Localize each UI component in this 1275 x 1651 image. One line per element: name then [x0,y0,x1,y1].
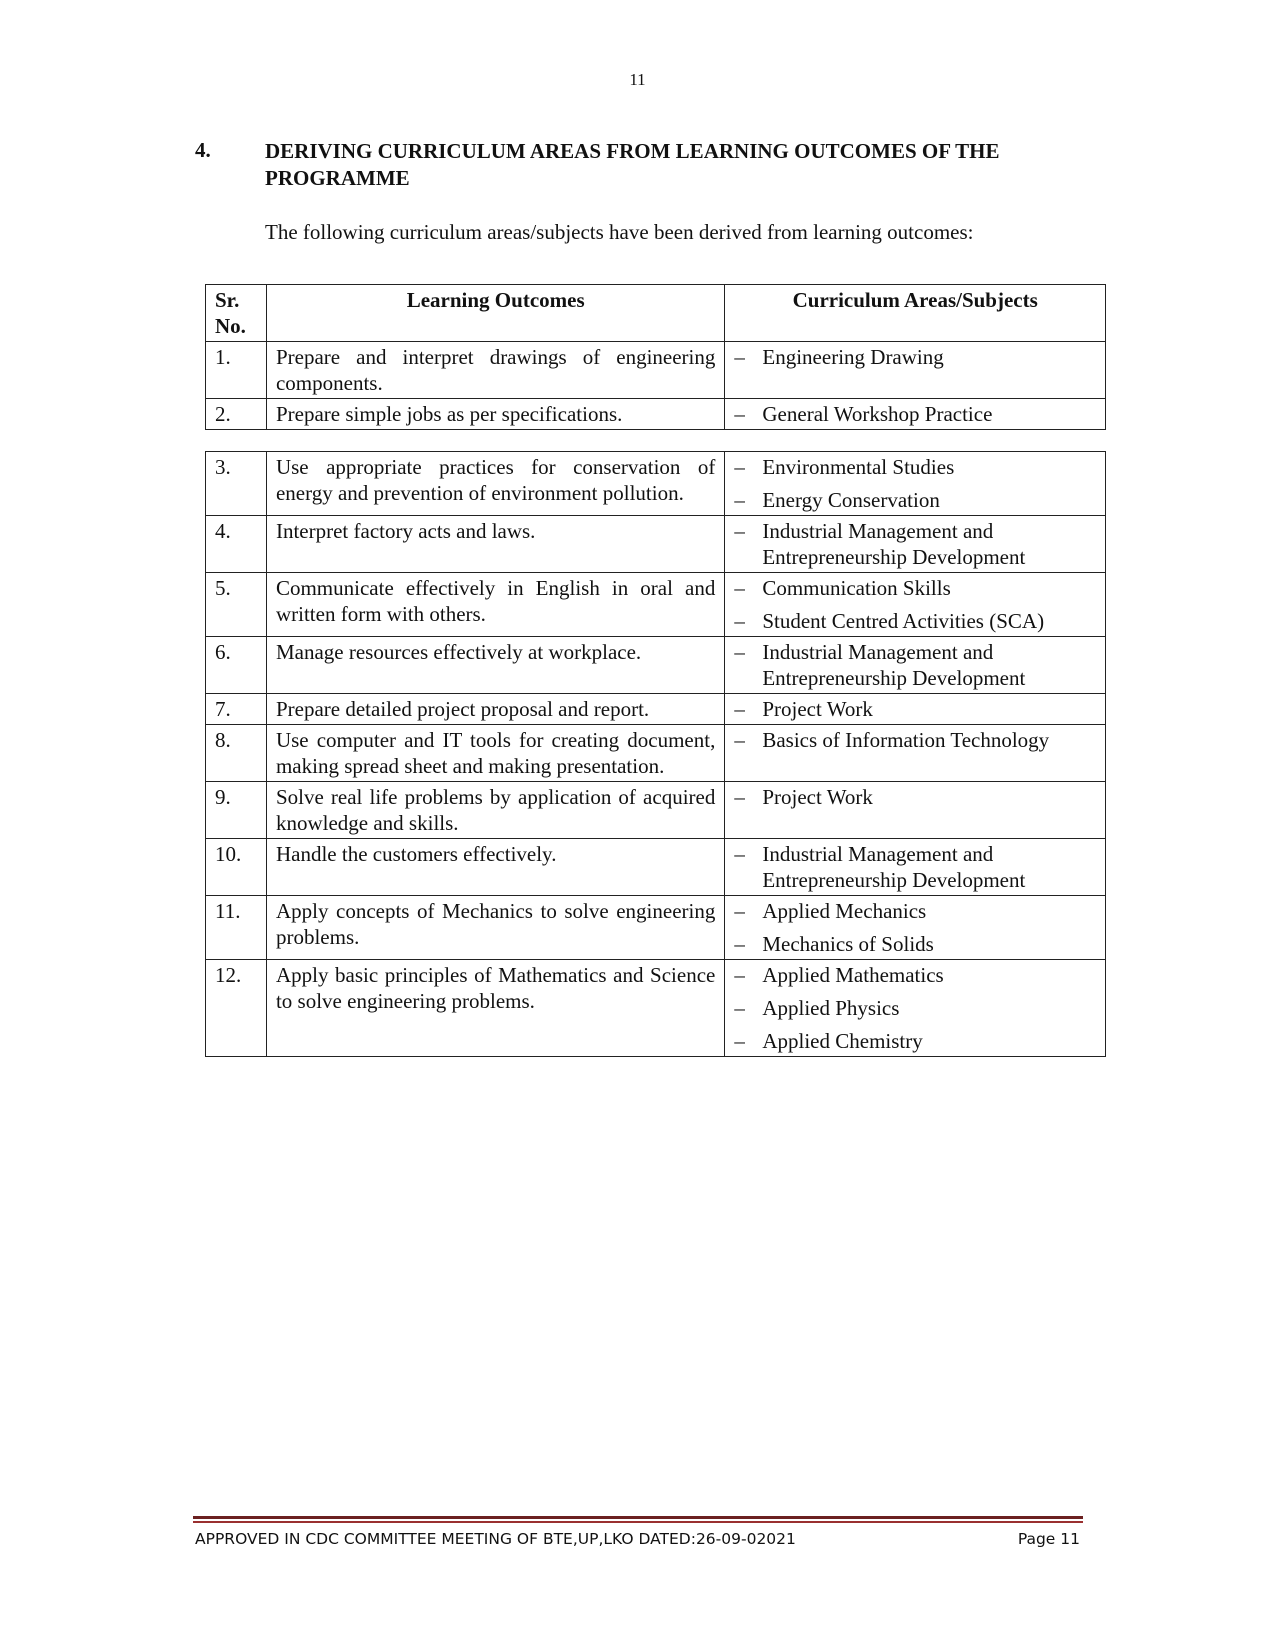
header-learning-outcomes: Learning Outcomes [266,285,724,342]
row-learning-outcome: Prepare and interpret drawings of engineering components. [266,342,724,399]
dash-bullet: – [734,728,745,752]
intro-paragraph: The following curriculum areas/subjects have been derived from learning outcomes: [265,220,974,244]
outcomes-table-part-2 [205,451,1106,1057]
curriculum-area-label: Applied Chemistry [762,1029,923,1053]
curriculum-area-label: Applied Mathematics [762,963,944,987]
row-learning-outcome: Apply basic principles of Mathematics and Science to solve engineering problems. [266,960,724,1057]
row-curriculum-areas [725,342,1106,399]
row-learning-outcome: Use computer and IT tools for creating document, making spread sheet and making presentation. [266,725,724,782]
curriculum-area-item [734,898,1096,924]
row-sr-no: 9. [206,782,267,839]
table-row [206,725,1106,782]
row-learning-outcome: Solve real life problems by application of acquired knowledge and skills. [266,782,724,839]
dash-bullet: – [734,1029,745,1053]
curriculum-area-label: Student Centred Activities (SCA) [762,609,1045,633]
dash-bullet: – [734,785,745,809]
dash-bullet: – [734,455,745,479]
dash-bullet: – [734,640,745,664]
table-row [206,694,1106,725]
curriculum-area-item [734,608,1096,634]
row-sr-no: 8. [206,725,267,782]
curriculum-area-item [734,962,1096,988]
dash-bullet: – [734,609,745,633]
row-sr-no: 11. [206,896,267,960]
curriculum-area-label: Industrial Management and Entrepreneurship Development [762,640,1026,690]
row-learning-outcome: Interpret factory acts and laws. [266,516,724,573]
table-row [206,342,1106,399]
curriculum-area-item [734,518,1096,570]
curriculum-area-label: Environmental Studies [762,455,955,479]
header-curriculum-areas: Curriculum Areas/Subjects [725,285,1106,342]
curriculum-area-item [734,344,1096,370]
dash-bullet: – [734,519,745,543]
curriculum-area-item [734,727,1096,753]
curriculum-area-item [734,995,1096,1021]
row-learning-outcome: Manage resources effectively at workplace. [266,637,724,694]
curriculum-area-label: Mechanics of Solids [762,932,934,956]
table-row [206,960,1106,1057]
curriculum-area-item [734,575,1096,601]
curriculum-area-label: Energy Conservation [762,488,940,512]
dash-bullet: – [734,576,745,600]
row-curriculum-areas [725,516,1106,573]
curriculum-area-item [734,784,1096,810]
curriculum-area-item [734,841,1096,893]
row-learning-outcome: Use appropriate practices for conservation of energy and prevention of environment pollution. [266,452,724,516]
table-row [206,452,1106,516]
curriculum-area-label: Applied Physics [762,996,900,1020]
row-sr-no: 12. [206,960,267,1057]
curriculum-area-item [734,401,1096,427]
row-curriculum-areas [725,573,1106,637]
row-curriculum-areas [725,960,1106,1057]
row-sr-no: 10. [206,839,267,896]
row-curriculum-areas [725,782,1106,839]
row-sr-no: 1. [206,342,267,399]
dash-bullet: – [734,402,745,426]
dash-bullet: – [734,842,745,866]
row-learning-outcome: Prepare detailed project proposal and report. [266,694,724,725]
dash-bullet: – [734,932,745,956]
curriculum-area-label: Project Work [762,785,873,809]
dash-bullet: – [734,899,745,923]
footer-approval-text: APPROVED IN CDC COMMITTEE MEETING OF BTE,UP,LKO DATED:26-09-02021 [195,1530,796,1548]
table-row [206,399,1106,430]
row-sr-no: 2. [206,399,267,430]
section-number: 4. [195,138,211,162]
curriculum-area-item [734,454,1096,480]
page-number: 11 [629,70,646,89]
row-sr-no: 5. [206,573,267,637]
row-learning-outcome: Communicate effectively in English in oral and written form with others. [266,573,724,637]
curriculum-area-label: Engineering Drawing [762,345,944,369]
dash-bullet: – [734,345,745,369]
table-row [206,573,1106,637]
curriculum-area-item [734,1028,1096,1054]
outcomes-table-part-1 [205,284,1106,430]
row-curriculum-areas [725,694,1106,725]
dash-bullet: – [734,488,745,512]
footer-page-label: Page 11 [1017,1530,1080,1548]
row-curriculum-areas [725,452,1106,516]
curriculum-area-item [734,931,1096,957]
row-sr-no: 6. [206,637,267,694]
curriculum-area-label: Communication Skills [762,576,951,600]
curriculum-area-label: Industrial Management and Entrepreneurship Development [762,519,1026,569]
curriculum-area-item [734,639,1096,691]
curriculum-area-label: Industrial Management and Entrepreneurship Development [762,842,1026,892]
curriculum-area-label: Project Work [762,697,873,721]
row-learning-outcome: Handle the customers effectively. [266,839,724,896]
row-curriculum-areas [725,725,1106,782]
table-row [206,896,1106,960]
table-row [206,782,1106,839]
row-curriculum-areas [725,399,1106,430]
table-row [206,516,1106,573]
curriculum-area-item [734,696,1096,722]
row-learning-outcome: Prepare simple jobs as per specifications. [266,399,724,430]
footer-rule [193,1516,1083,1523]
dash-bullet: – [734,996,745,1020]
table-row [206,637,1106,694]
row-curriculum-areas [725,839,1106,896]
header-sr-no: Sr. No. [206,285,267,342]
dash-bullet: – [734,963,745,987]
row-sr-no: 4. [206,516,267,573]
curriculum-area-label: Basics of Information Technology [762,728,1050,752]
row-sr-no: 3. [206,452,267,516]
curriculum-area-label: General Workshop Practice [762,402,993,426]
dash-bullet: – [734,697,745,721]
section-title: DERIVING CURRICULUM AREAS FROM LEARNING OUTCOMES OF THE PROGRAMME [265,139,1000,190]
row-curriculum-areas [725,637,1106,694]
row-learning-outcome: Apply concepts of Mechanics to solve engineering problems. [266,896,724,960]
row-sr-no: 7. [206,694,267,725]
table-header-row [206,285,1106,342]
curriculum-area-label: Applied Mechanics [762,899,927,923]
curriculum-area-item [734,487,1096,513]
table-row [206,839,1106,896]
row-curriculum-areas [725,896,1106,960]
